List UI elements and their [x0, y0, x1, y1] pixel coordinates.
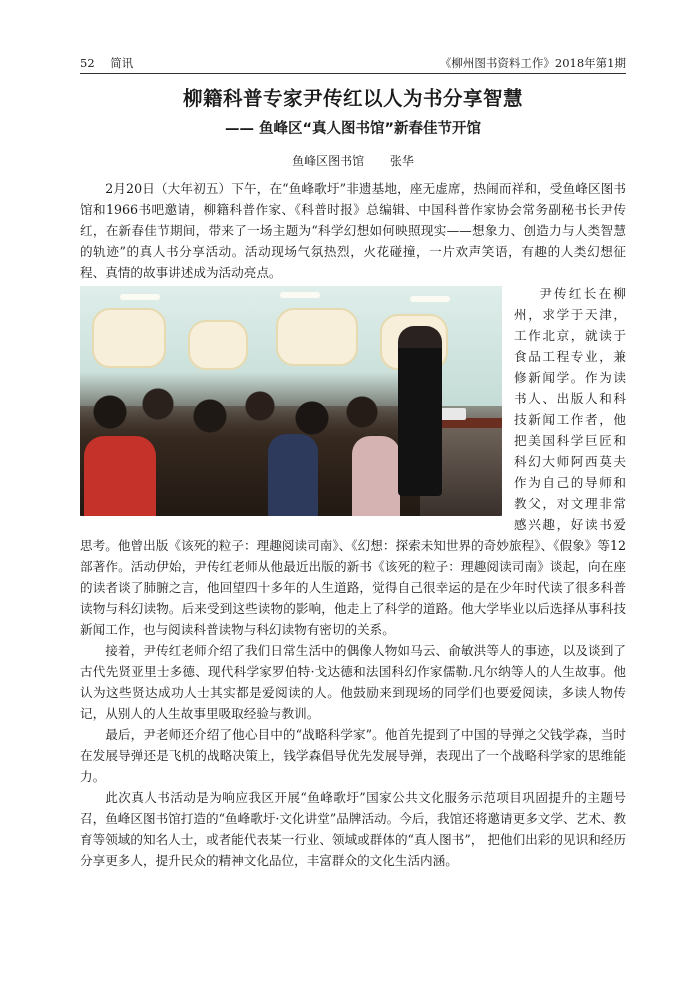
photo-speaker: [398, 326, 442, 496]
paragraph-5: 此次真人书活动是为响应我区开展“鱼峰歌圩”国家公共文化服务示范项目巩固提升的主题号召，鱼峰区图书馆打造的“鱼峰歌圩·文化讲堂”品牌活动。今后，我馆还将邀请更多文学、艺术、教育等领域的知名人士，或者能代表某一行业、领域或群体的“真人图书”， 把他们出彩的见识和经历分享更多人，提升民众的精神文化品位，丰富群众的文化生活内涵。: [80, 790, 626, 868]
photo-wall-board: [188, 320, 248, 370]
photo-projector: [440, 408, 466, 420]
page-number: 52: [80, 56, 95, 70]
photo-ceiling-light: [280, 292, 320, 298]
photo-wall-board: [276, 308, 358, 366]
event-photo: [80, 286, 502, 516]
article-body: [80, 178, 626, 871]
running-header: [80, 55, 626, 74]
paragraph-3: 接着，尹传红老师介绍了我们日常生活中的偶像人物如马云、俞敏洪等人的事迹，以及谈到了古代先贤亚里士多德、现代科学家罗伯特·戈达德和法国科幻作家儒勒.凡尔纳等人的人生故事。他认为这些贤达成功人士其实都是爱阅读的人。他鼓励来到现场的同学们也要爱阅读，多读人物传记，从别人的人生故事里吸取经验与教训。: [80, 643, 626, 721]
journal-name: 《柳州图书资料工作》2018年第1期: [439, 56, 626, 70]
header-left: [80, 55, 145, 71]
photo-ceiling-light: [410, 296, 450, 302]
paragraph-4: 最后，尹老师还介绍了他心目中的“战略科学家”。他首先提到了中国的导弹之父钱学森，当时在发展导弹还是飞机的战略决策上，钱学森倡导优先发展导弹，表现出了一个战略科学家的思维能力。: [80, 727, 626, 784]
photo-audience-member: [352, 436, 400, 516]
article-title: 柳籍科普专家尹传红以人为书分享智慧: [182, 87, 523, 110]
section-label: 简讯: [110, 56, 134, 70]
photo-wall-board: [92, 308, 166, 368]
paragraph-2: 尹传红长在柳州，求学于天津，工作北京，就读于食品工程专业，兼修新闻学。作为读书人、出版人和科技新闻工作者，他把美国科学巨匠和科幻大师阿西莫夫作为自己的导师和教父，对文理非常感兴趣，好读书爱思考。他曾出版《该死的粒子：理趣阅读司南》、《幻想：探索未知世界的奇妙旅程》、《假象》等12部著作。活动伊始，尹传红老师从他最近出版的新书《该死的粒子：理趣阅读司南》谈起，向在座的读者谈了肺腑之言，他回望四十多年的人生道路，觉得自己很幸运的是在少年时代读了很多科普读物与科幻读物。后来受到这些读物的影响，他走上了科学的道路。他大学毕业以后选择从事科技新闻工作，也与阅读科普读物与科幻读物有密切的关系。: [80, 286, 626, 637]
byline: [80, 153, 626, 169]
article-subtitle: —— 鱼峰区“真人图书馆”新春佳节开馆: [224, 121, 482, 137]
photo-ceiling-light: [120, 294, 160, 300]
byline-author: 张华: [389, 154, 414, 168]
paragraph-1: 2月20日（大年初五）下午，在“鱼峰歌圩”非遗基地，座无虚席，热闹而祥和，受鱼峰区图书馆和1966书吧邀请，柳籍科普作家、《科普时报》总编辑、中国科普作家协会常务副秘书长尹传红，在新春佳节期间，带来了一场主题为“科学幻想如何映照现实——想象力、创造力与人类智慧的轨迹”的真人书分享活动。活动现场气氛热烈，火花碰撞，一片欢声笑语，有趣的人类幻想征程、真情的故事讲述成为活动亮点。: [80, 181, 626, 280]
byline-organization: 鱼峰区图书馆: [292, 154, 365, 168]
photo-audience-member: [268, 434, 318, 516]
photo-audience-member: [84, 436, 156, 516]
